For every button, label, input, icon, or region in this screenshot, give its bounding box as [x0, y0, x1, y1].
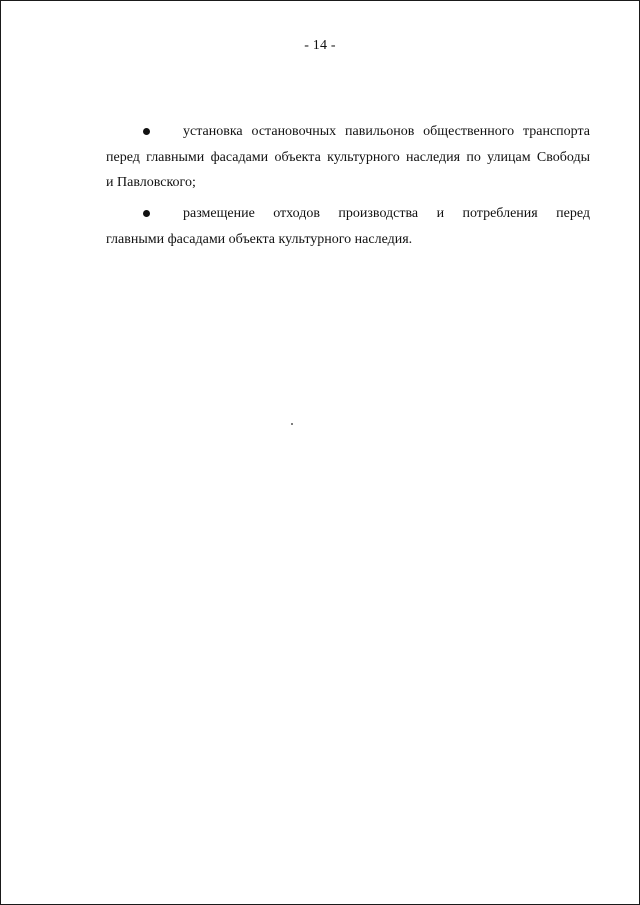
list-item-text-line: размещение отходов производства и потребления перед [183, 206, 590, 221]
list-item-text-line: главными фасадами объекта культурного наследия. [106, 231, 413, 247]
list-item [106, 201, 590, 252]
list-item-text-line: установка остановочных павильонов общественного транспорта [183, 124, 590, 139]
list-item [106, 119, 590, 196]
list-item-text-line: и Павловского; [106, 175, 196, 190]
list-item-text-line: перед главными фасадами объекта культурного наследия по улицам Свободы [106, 149, 590, 165]
page-number: - 14 - [304, 38, 336, 53]
scan-speck [291, 423, 293, 425]
